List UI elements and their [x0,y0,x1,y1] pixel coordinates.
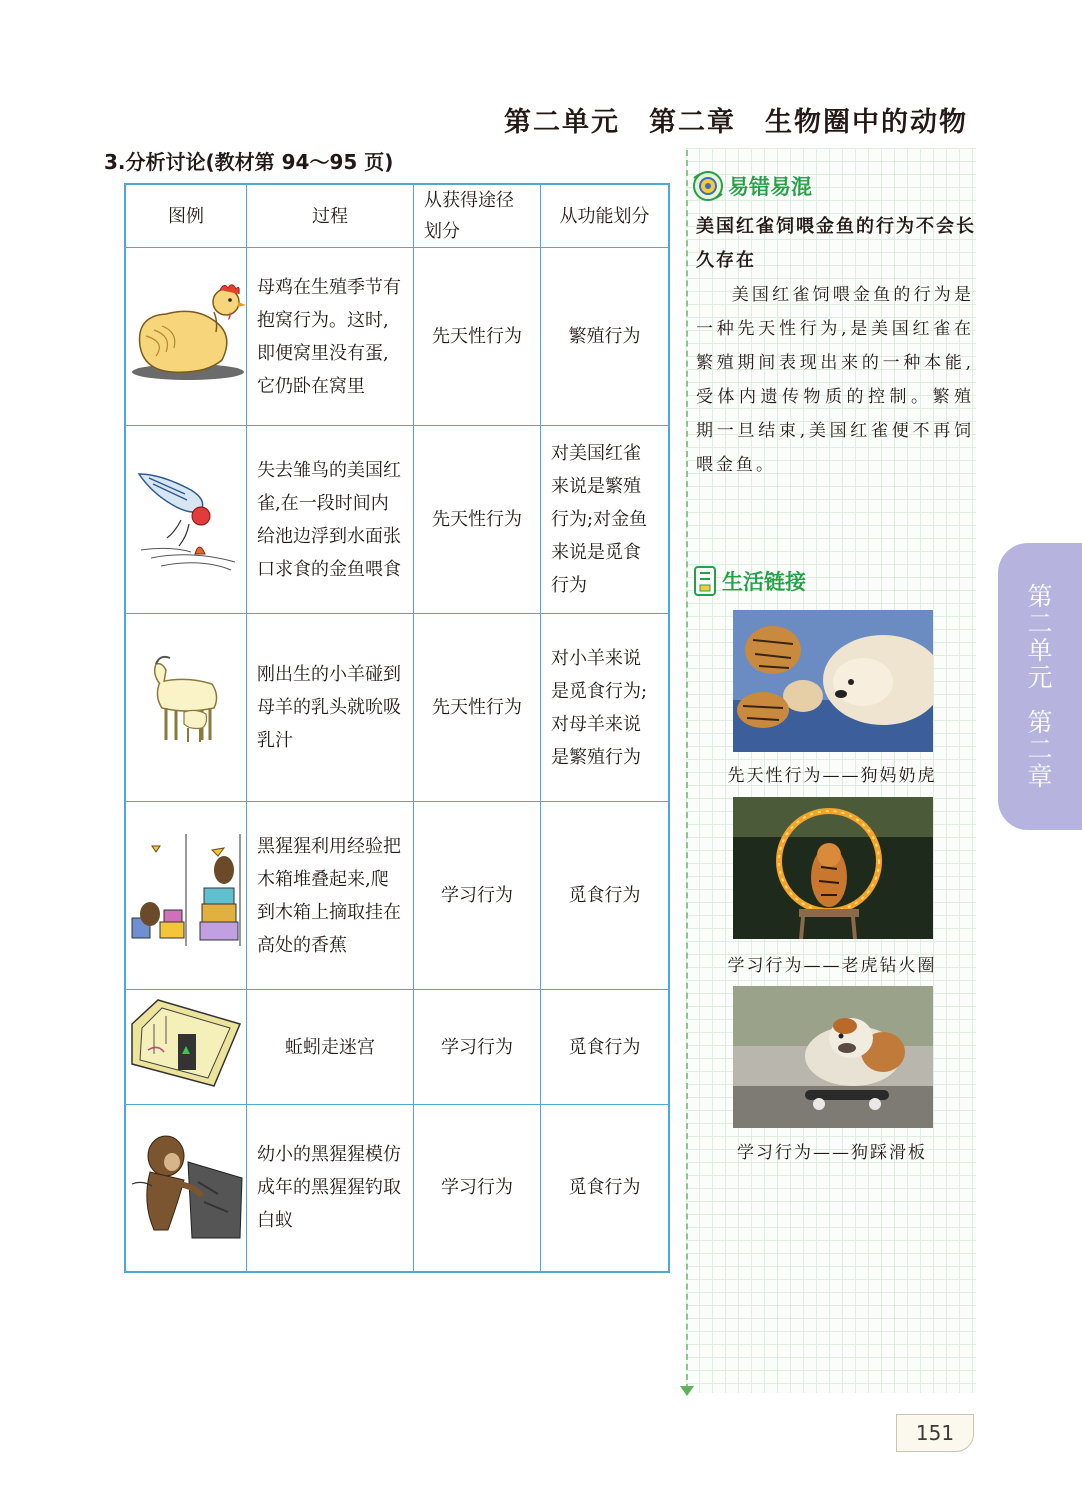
table-row [125,426,669,614]
chimp-boxes-icon [128,834,244,946]
young-chimp-icon [128,1122,244,1242]
side-tab-unit [1027,583,1052,691]
column-header: 过程 [247,184,414,248]
maze-icon [128,994,244,1090]
mistake-body-text: 美国红雀饲喂金鱼的行为是一种先天性行为,是美国红雀在繁殖期间表现出来的一种本能,受体内遗传物质的控制。繁殖期一旦结束,美国红雀便不再饲喂金鱼。 [696,285,974,475]
table-row [125,990,669,1105]
illustration-cell [125,990,247,1105]
acquisition-cell: 学习行为 [414,990,541,1105]
acquisition-cell: 先天性行为 [414,248,541,426]
column-header: 图例 [125,184,247,248]
page-header-title: 第二单元 第二章 生物圈中的动物 [504,107,968,138]
hen-icon [126,276,246,386]
cardinal-icon [131,454,241,574]
acquisition-cell: 先天性行为 [414,614,541,802]
chapter-side-tab [998,543,1082,830]
function-cell: 觅食行为 [541,1105,670,1272]
function-cell: 对小羊来说是觅食行为;对母羊来说是繁殖行为 [541,614,670,802]
photo-caption: 先天性行为——狗妈奶虎 [727,766,937,786]
column-header: 从获得途径划分 [414,184,541,248]
illustration-cell [125,1105,247,1272]
function-cell: 繁殖行为 [541,248,670,426]
divider-arrow-icon [680,1386,694,1396]
side-tab-char: 元 [1027,663,1053,692]
page-number: 151 [896,1414,974,1452]
illustration-cell [125,614,247,802]
behavior-table [124,183,670,1273]
side-tab-char: 第 [1027,582,1053,611]
illustration-cell [125,248,247,426]
photo-caption: 学习行为——老虎钻火圈 [727,956,937,976]
table-row [125,614,669,802]
illustration-cell [125,426,247,614]
target-icon [692,170,724,202]
photo-caption: 学习行为——狗踩滑板 [737,1143,927,1163]
process-cell: 蚯蚓走迷宫 [247,990,414,1105]
mistake-heading [692,170,812,202]
section-title: 3.分析讨论(教材第 94～95 页) [104,150,394,174]
dog-skateboard-photo [733,986,933,1128]
process-cell: 失去雏鸟的美国红雀,在一段时间内给池边浮到水面张口求食的金鱼喂食 [247,426,414,614]
function-cell: 对美国红雀来说是繁殖行为;对金鱼来说是觅食行为 [541,426,670,614]
table-header-row [125,184,669,248]
process-cell: 刚出生的小羊碰到母羊的乳头就吮吸乳汁 [247,614,414,802]
function-cell: 觅食行为 [541,802,670,990]
side-tab-char: 二 [1027,609,1053,638]
mistake-subheading: 美国红雀饲喂金鱼的行为不会长久存在 [696,216,976,271]
mistake-heading-label: 易错易混 [728,175,812,199]
table-row [125,802,669,990]
side-tab-chapter [1027,709,1052,790]
life-heading-label: 生活链接 [722,570,806,594]
tiger-fire-ring-photo [733,797,933,939]
sidebar-divider [686,150,688,1390]
process-cell: 黑猩猩利用经验把木箱堆叠起来,爬到木箱上摘取挂在高处的香蕉 [247,802,414,990]
function-cell: 觅食行为 [541,990,670,1105]
side-tab-char: 单 [1027,636,1053,665]
table-row [125,248,669,426]
acquisition-cell: 先天性行为 [414,426,541,614]
side-tab-char: 二 [1027,735,1053,764]
acquisition-cell: 学习行为 [414,1105,541,1272]
process-cell: 幼小的黑猩猩模仿成年的黑猩猩钓取白蚁 [247,1105,414,1272]
clip-icon [692,563,718,599]
side-tab-char: 章 [1027,762,1053,791]
life-heading [692,563,806,599]
acquisition-cell: 学习行为 [414,802,541,990]
column-header: 从功能划分 [541,184,670,248]
dog-nursing-tigers-photo [733,610,933,752]
illustration-cell [125,802,247,990]
process-cell: 母鸡在生殖季节有抱窝行为。这时,即便窝里没有蛋,它仍卧在窝里 [247,248,414,426]
side-tab-char: 第 [1027,708,1053,737]
table-row [125,1105,669,1272]
goat-icon [136,652,236,752]
